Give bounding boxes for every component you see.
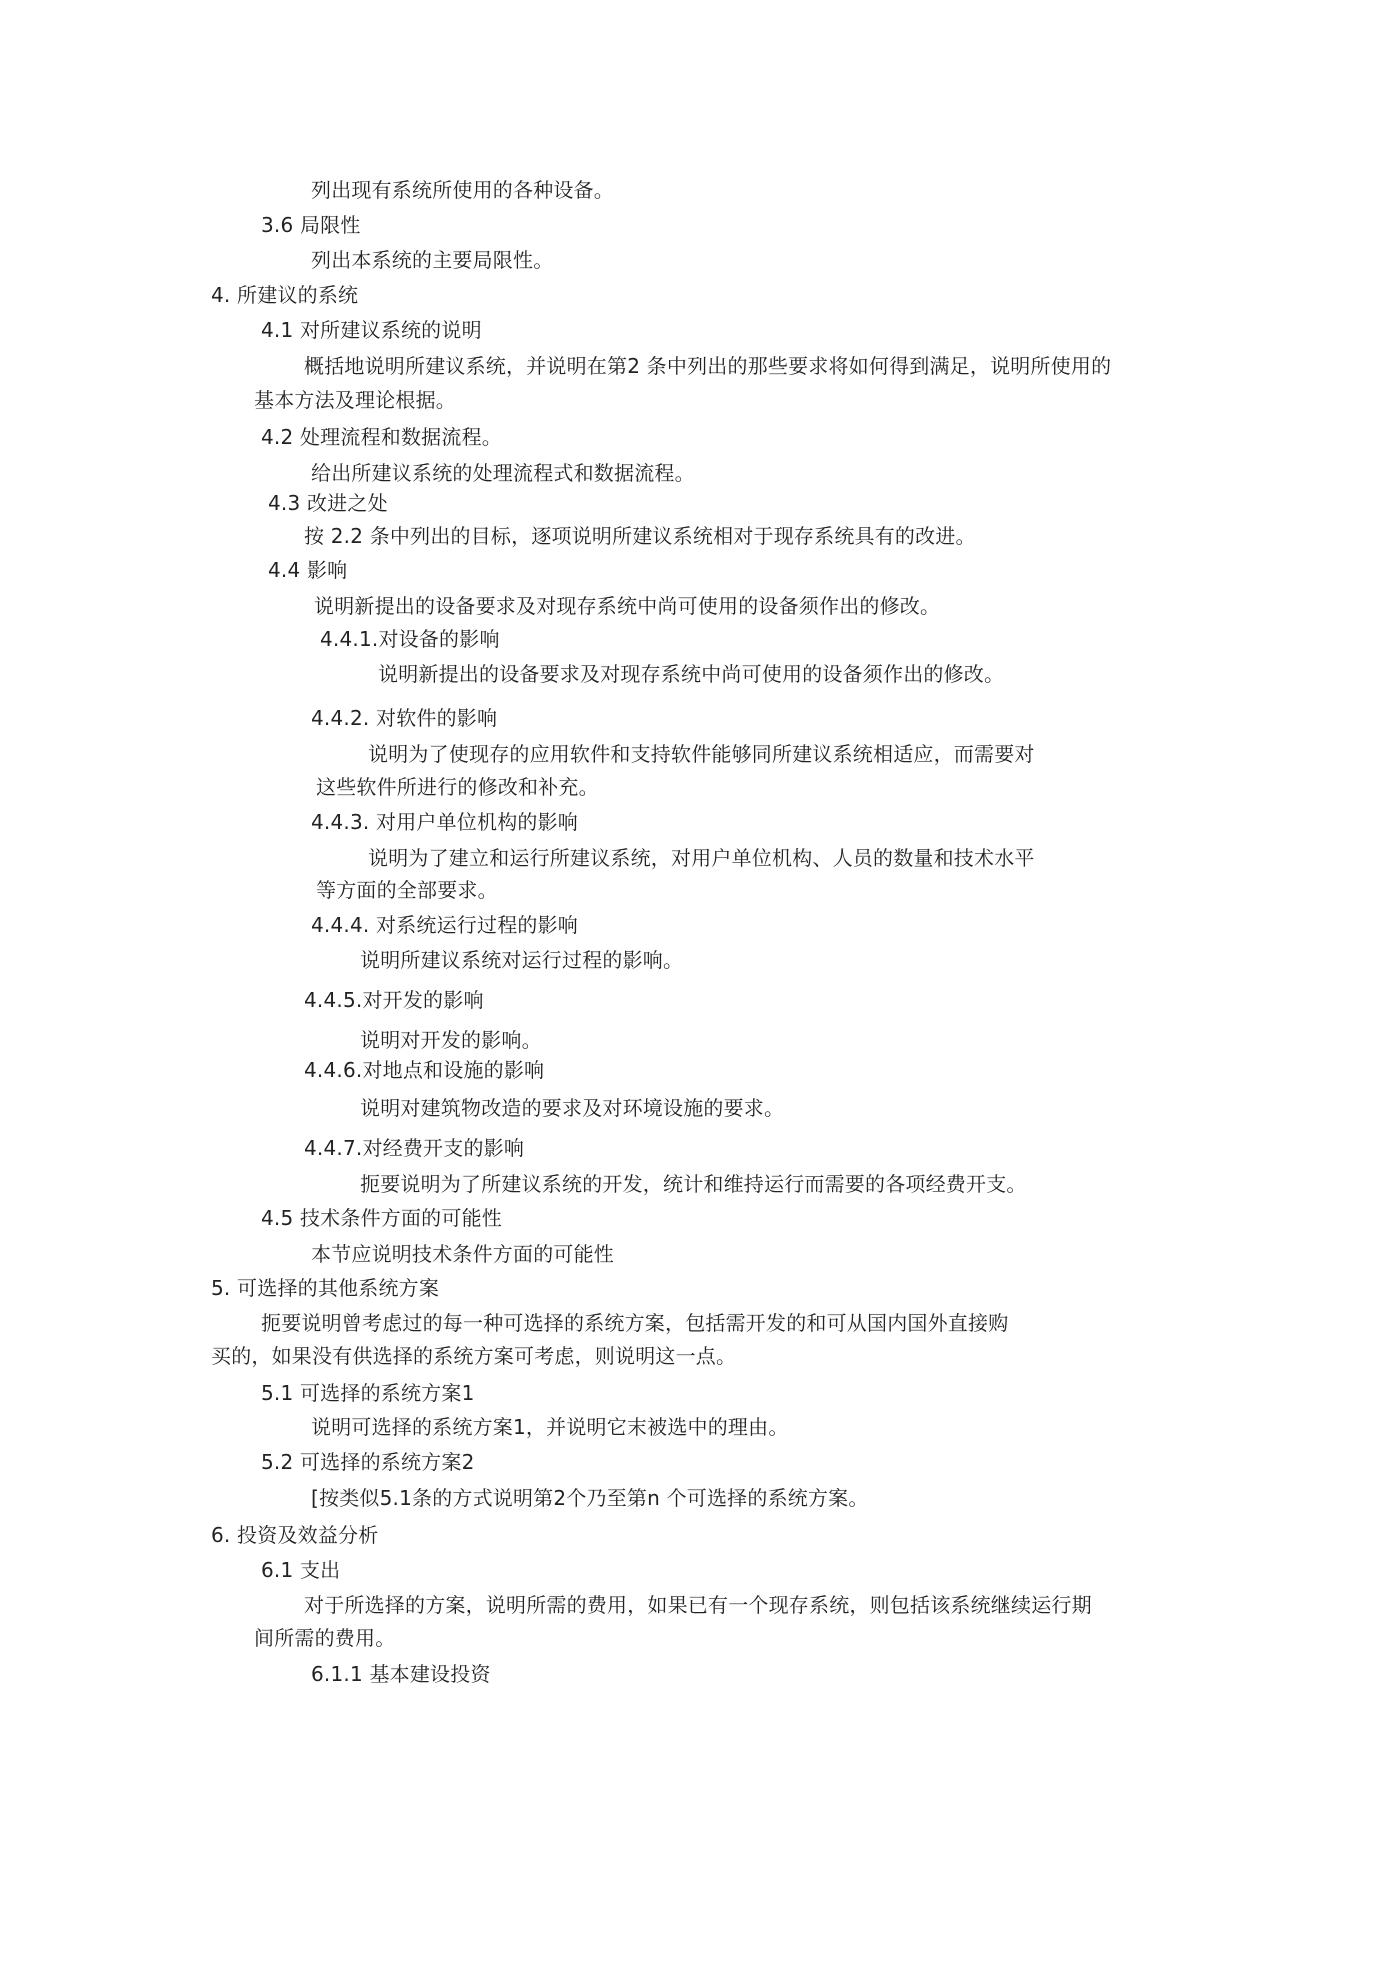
chapter-heading: 6. 投资及效益分析 [211, 1523, 379, 1547]
text-line: 列出现有系统所使用的各种设备。 [311, 178, 614, 202]
subsection-heading: 4.4.2. 对软件的影响 [311, 706, 498, 730]
text-line: 说明所建议系统对运行过程的影响。 [360, 948, 684, 972]
section-heading: 4.3 改进之处 [268, 491, 388, 515]
section-heading: 4.1 对所建议系统的说明 [261, 318, 482, 342]
text-line: 概括地说明所建议系统，并说明在第2 条中列出的那些要求将如何得到满足，说明所使用的 [304, 354, 1112, 378]
subsection-heading: 4.4.5.对开发的影响 [304, 988, 484, 1012]
subsection-heading: 4.4.3. 对用户单位机构的影响 [311, 810, 579, 834]
text-line: 说明可选择的系统方案1，并说明它末被选中的理由。 [311, 1415, 789, 1439]
subsection-heading: 6.1.1 基本建设投资 [311, 1662, 491, 1686]
subsection-heading: 4.4.4. 对系统运行过程的影响 [311, 913, 579, 937]
section-heading: 4.4 影响 [268, 558, 348, 582]
section-heading: 5.1 可选择的系统方案1 [261, 1381, 475, 1405]
text-line: 本节应说明技术条件方面的可能性 [311, 1242, 614, 1266]
text-line: [按类似5.1条的方式说明第2个乃至第n 个可选择的系统方案。 [311, 1486, 869, 1510]
subsection-heading: 4.4.7.对经费开支的影响 [304, 1136, 525, 1160]
text-line: 扼要说明为了所建议系统的开发，统计和维持运行而需要的各项经费开支。 [360, 1172, 1027, 1196]
subsection-heading: 4.4.6.对地点和设施的影响 [304, 1058, 545, 1082]
section-heading: 6.1 支出 [261, 1558, 341, 1582]
text-line: 说明对建筑物改造的要求及对环境设施的要求。 [360, 1096, 785, 1120]
text-line: 这些软件所进行的修改和补充。 [316, 775, 599, 799]
chapter-heading: 4. 所建议的系统 [211, 283, 359, 307]
text-line: 列出本系统的主要局限性。 [311, 248, 554, 272]
text-line: 买的，如果没有供选择的系统方案可考虑，则说明这一点。 [211, 1344, 737, 1368]
section-heading: 3.6 局限性 [261, 213, 361, 237]
text-line: 等方面的全部要求。 [316, 878, 498, 902]
subsection-heading: 4.4.1.对设备的影响 [320, 627, 500, 651]
text-line: 给出所建议系统的处理流程式和数据流程。 [311, 461, 695, 485]
text-line: 间所需的费用。 [254, 1626, 396, 1650]
text-line: 基本方法及理论根据。 [254, 388, 456, 412]
text-line: 对于所选择的方案，说明所需的费用，如果已有一个现存系统，则包括该系统继续运行期 [304, 1593, 1092, 1617]
section-heading: 5.2 可选择的系统方案2 [261, 1450, 475, 1474]
chapter-heading: 5. 可选择的其他系统方案 [211, 1276, 440, 1300]
section-heading: 4.2 处理流程和数据流程。 [261, 425, 502, 449]
text-line: 按 2.2 条中列出的目标，逐项说明所建议系统相对于现存系统具有的改进。 [304, 524, 976, 548]
text-line: 说明为了使现存的应用软件和支持软件能够同所建议系统相适应，而需要对 [368, 742, 1035, 766]
text-line: 扼要说明曾考虑过的每一种可选择的系统方案，包括需开发的和可从国内国外直接购 [261, 1311, 1009, 1335]
text-line: 说明为了建立和运行所建议系统，对用户单位机构、人员的数量和技术水平 [368, 846, 1035, 870]
text-line: 说明对开发的影响。 [360, 1028, 542, 1052]
section-heading: 4.5 技术条件方面的可能性 [261, 1206, 502, 1230]
text-line: 说明新提出的设备要求及对现存系统中尚可使用的设备须作出的修改。 [378, 662, 1005, 686]
text-line: 说明新提出的设备要求及对现存系统中尚可使用的设备须作出的修改。 [314, 594, 941, 618]
